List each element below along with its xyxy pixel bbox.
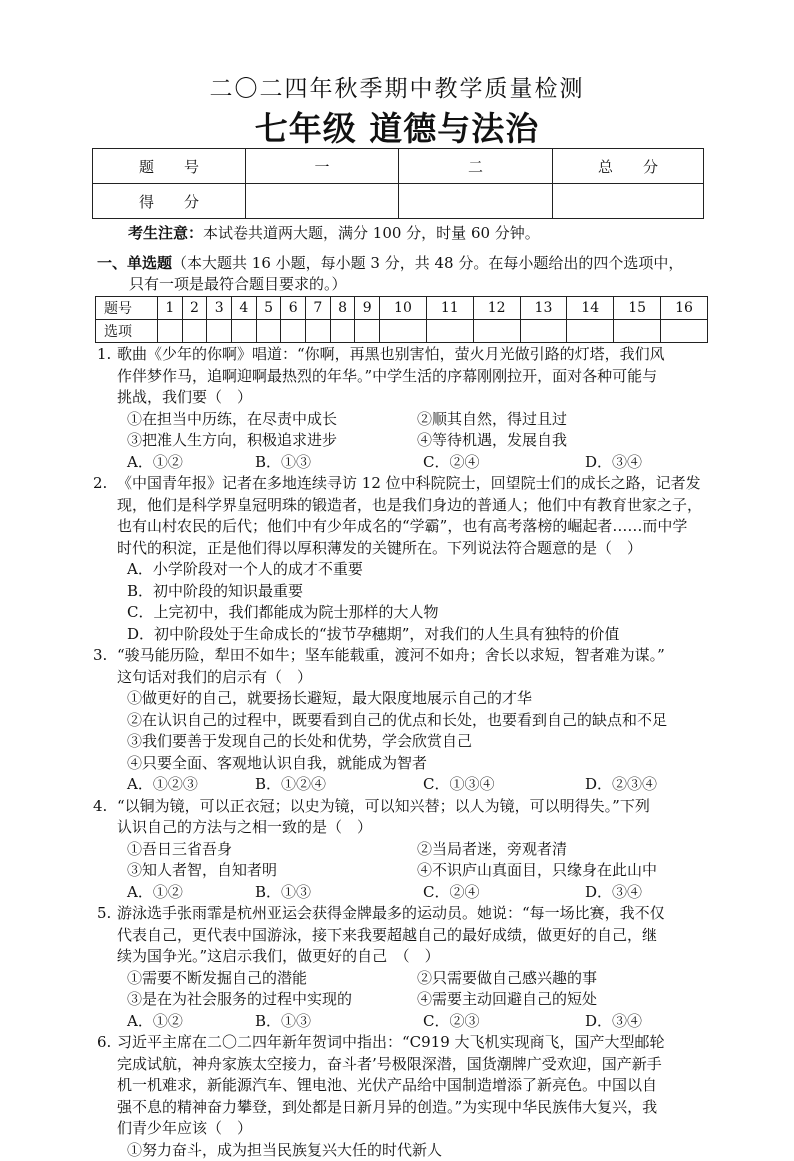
question-stem-text: 作伴梦作马，追啊迎啊最热烈的年华。”中学生活的序幕刚刚拉开，面对各种可能与 bbox=[117, 367, 657, 385]
statement-option: ②当局者迷，旁观者清 bbox=[417, 839, 567, 861]
question-stem-line bbox=[117, 344, 712, 366]
exam-title: 二〇二四年秋季期中教学质量检测 bbox=[0, 74, 794, 104]
statement-option: ③知人者智，自知者明 bbox=[127, 860, 417, 882]
choice-option: C．②④ bbox=[423, 452, 585, 474]
statement-row bbox=[117, 860, 712, 882]
question-stem-text: 强不息的精神奋力攀登，到处都是日新月异的创造。”为实现中华民族伟大复兴，我 bbox=[117, 1098, 657, 1116]
question-stem-text: 这句话对我们的启示有（ ） bbox=[117, 668, 312, 686]
score-table bbox=[92, 148, 704, 219]
statement-row bbox=[117, 409, 712, 431]
answer-option-cell bbox=[207, 320, 232, 343]
answer-number-cell: 15 bbox=[614, 297, 661, 320]
statement-row bbox=[117, 839, 712, 861]
choice-option: B．①③ bbox=[255, 1011, 423, 1033]
question-stem-text: 挑战，我们要（ ） bbox=[117, 388, 252, 406]
statement-row bbox=[117, 430, 712, 452]
score-cell: 二 bbox=[399, 149, 553, 184]
question-stem-text: 续为国争光。”这启示我们，做更好的自己 （ ） bbox=[117, 947, 440, 965]
statement-option: ①在担当中历练，在尽责中成长 bbox=[127, 409, 417, 431]
choice-option: A．①②③ bbox=[127, 774, 255, 796]
answer-number-cell: 4 bbox=[232, 297, 257, 320]
choice-option: D．③④ bbox=[585, 452, 642, 474]
question-stem-text: 也有山村农民的后代；他们中有少年成名的“学霸”，也有高考落榜的崛起者……而中学 bbox=[117, 517, 687, 535]
question-stem-text: 代表自己，更代表中国游泳，接下来我要超越自己的最好成绩，做更好的自己，继 bbox=[117, 926, 657, 944]
question-stem-line bbox=[117, 667, 712, 689]
answer-number-cell: 6 bbox=[281, 297, 306, 320]
question-stem-line bbox=[117, 817, 712, 839]
question-stem-text: 习近平主席在二〇二四年新年贺词中指出：“C919 大飞机实现商飞，国产大型邮轮 bbox=[117, 1033, 665, 1051]
answer-number-cell: 9 bbox=[355, 297, 380, 320]
answer-option-cell bbox=[306, 320, 331, 343]
score-cell: 得 分 bbox=[93, 184, 246, 219]
question-stem-line bbox=[117, 366, 712, 388]
statement-option: ①吾日三省吾身 bbox=[127, 839, 417, 861]
answer-table bbox=[95, 296, 708, 343]
choice-option: B．①③ bbox=[255, 452, 423, 474]
answer-option-cell bbox=[232, 320, 257, 343]
option-line: ②在认识自己的过程中，既要看到自己的优点和长处，也要看到自己的缺点和不足 bbox=[117, 710, 712, 732]
answer-number-cell: 13 bbox=[520, 297, 567, 320]
question-item bbox=[117, 796, 712, 904]
question-number: 3. bbox=[93, 645, 107, 667]
option-line: ①努力奋斗，成为担当民族复兴大任的时代新人 bbox=[117, 1140, 712, 1161]
answer-option-cell bbox=[614, 320, 661, 343]
question-item bbox=[117, 473, 712, 645]
answer-label-num: 题号 bbox=[96, 297, 158, 320]
question-item bbox=[117, 1032, 712, 1161]
answer-number-cell: 10 bbox=[380, 297, 427, 320]
question-stem-text: 歌曲《少年的你啊》唱道：“你啊，再黑也别害怕，萤火月光做引路的灯塔，我们风 bbox=[117, 345, 665, 363]
option-line: C．上完初中，我们都能成为院士那样的大人物 bbox=[117, 602, 712, 624]
question-number: 1. bbox=[97, 344, 111, 366]
choice-row bbox=[117, 452, 712, 474]
statement-option: ③把准人生方向，积极追求进步 bbox=[127, 430, 417, 452]
statement-option: ①需要不断发掘自己的潜能 bbox=[127, 968, 417, 990]
answer-number-cell: 5 bbox=[256, 297, 281, 320]
choice-option: A．①② bbox=[127, 1011, 255, 1033]
question-item bbox=[117, 903, 712, 1032]
section-desc: （本大题共 16 小题，每小题 3 分，共 48 分。在每小题给出的四个选项中， bbox=[172, 254, 683, 272]
answer-table-row-options bbox=[96, 320, 708, 343]
answer-option-cell bbox=[661, 320, 708, 343]
option-line: A．小学阶段对一个人的成才不重要 bbox=[117, 559, 712, 581]
question-stem-line bbox=[117, 946, 712, 968]
question-stem-text: 游泳选手张雨霏是杭州亚运会获得金牌最多的运动员。她说：“每一场比赛，我不仅 bbox=[117, 904, 665, 922]
score-table-row-score bbox=[93, 184, 704, 219]
answer-number-cell: 11 bbox=[426, 297, 473, 320]
choice-row bbox=[117, 1011, 712, 1033]
question-stem-line bbox=[117, 1075, 712, 1097]
question-stem-line bbox=[117, 645, 712, 667]
choice-option: A．①② bbox=[127, 452, 255, 474]
choice-option: D．②③④ bbox=[585, 774, 657, 796]
exam-subject: 七年级 道德与法治 bbox=[0, 108, 794, 150]
score-cell: 总 分 bbox=[553, 149, 704, 184]
question-stem-text: 现，他们是科学界皇冠明珠的锻造者，也是我们身边的普通人；他们中有教育世家之子， bbox=[117, 496, 702, 514]
question-stem-text: 机一机难求，新能源汽车、锂电池、光伏产品给中国制造增添了新亮色。中国以自 bbox=[117, 1076, 657, 1094]
question-number: 4. bbox=[93, 796, 107, 818]
question-number: 2. bbox=[93, 473, 107, 495]
answer-number-cell: 3 bbox=[207, 297, 232, 320]
answer-option-cell bbox=[330, 320, 355, 343]
answer-option-cell bbox=[426, 320, 473, 343]
notice-label: 考生注意： bbox=[128, 224, 203, 242]
statement-option: ③是在为社会服务的过程中实现的 bbox=[127, 989, 417, 1011]
choice-row bbox=[117, 882, 712, 904]
question-number: 6. bbox=[97, 1032, 111, 1054]
question-stem-text: “骏马能历险，犁田不如牛；坚车能载重，渡河不如舟；舍长以求短，智者难为谋。” bbox=[117, 646, 665, 664]
answer-option-cell bbox=[380, 320, 427, 343]
answer-number-cell: 16 bbox=[661, 297, 708, 320]
question-stem-line bbox=[117, 516, 712, 538]
answer-number-cell: 7 bbox=[306, 297, 331, 320]
answer-number-cell: 8 bbox=[330, 297, 355, 320]
choice-option: B．①②④ bbox=[255, 774, 423, 796]
choice-option: D．③④ bbox=[585, 1011, 642, 1033]
question-list bbox=[117, 344, 712, 1161]
option-line: ④只要全面、客观地认识自我，就能成为智者 bbox=[117, 753, 712, 775]
score-entry-cell bbox=[246, 184, 399, 219]
answer-option-cell bbox=[182, 320, 207, 343]
notice-text: 本试卷共道两大题，满分 100 分，时量 60 分钟。 bbox=[203, 224, 540, 242]
score-entry-cell bbox=[553, 184, 704, 219]
score-entry-cell bbox=[399, 184, 553, 219]
question-stem-text: “以铜为镜，可以正衣冠；以史为镜，可以知兴替；以人为镜，可以明得失。”下列 bbox=[117, 797, 650, 815]
section-heading bbox=[97, 253, 707, 295]
answer-number-cell: 12 bbox=[473, 297, 520, 320]
question-stem-line bbox=[117, 387, 712, 409]
choice-row bbox=[117, 774, 712, 796]
answer-option-cell bbox=[473, 320, 520, 343]
answer-option-cell bbox=[158, 320, 183, 343]
section-title: 一、单选题 bbox=[97, 254, 172, 272]
answer-option-cell bbox=[520, 320, 567, 343]
question-item bbox=[117, 344, 712, 473]
score-table-row-header bbox=[93, 149, 704, 184]
answer-option-cell bbox=[355, 320, 380, 343]
choice-option: B．①③ bbox=[255, 882, 423, 904]
choice-option: C．①③④ bbox=[423, 774, 585, 796]
choice-option: A．①② bbox=[127, 882, 255, 904]
answer-label-opt: 选项 bbox=[96, 320, 158, 343]
question-stem-line bbox=[117, 1097, 712, 1119]
statement-option: ④等待机遇，发展自我 bbox=[417, 430, 567, 452]
statement-option: ②只需要做自己感兴趣的事 bbox=[417, 968, 597, 990]
option-line: D．初中阶段处于生命成长的“拔节孕穗期”，对我们的人生具有独特的价值 bbox=[117, 624, 712, 646]
question-stem-text: 认识自己的方法与之相一致的是（ ） bbox=[117, 818, 372, 836]
section-desc-cont: 只有一项是最符合题目要求的。） bbox=[97, 274, 707, 295]
question-stem-line bbox=[117, 1118, 712, 1140]
answer-number-cell: 14 bbox=[567, 297, 614, 320]
question-stem-line bbox=[117, 903, 712, 925]
answer-option-cell bbox=[256, 320, 281, 343]
question-stem-text: 完成试航，神舟家族太空接力，奋斗者’号极限深潜，国货潮牌广受欢迎，国产新手 bbox=[117, 1055, 662, 1073]
answer-option-cell bbox=[281, 320, 306, 343]
answer-number-cell: 1 bbox=[158, 297, 183, 320]
score-cell: 题 号 bbox=[93, 149, 246, 184]
question-number: 5. bbox=[97, 903, 111, 925]
statement-option: ④不识庐山真面目，只缘身在此山中 bbox=[417, 860, 657, 882]
question-stem-line bbox=[117, 796, 712, 818]
question-stem-line bbox=[117, 473, 712, 495]
question-stem-text: 时代的积淀，正是他们得以厚积薄发的关键所在。下列说法符合题意的是（ ） bbox=[117, 539, 642, 557]
score-cell: 一 bbox=[246, 149, 399, 184]
exam-notice bbox=[128, 222, 540, 244]
choice-option: C．②③ bbox=[423, 1011, 585, 1033]
statement-option: ④需要主动回避自己的短处 bbox=[417, 989, 597, 1011]
statement-row bbox=[117, 968, 712, 990]
question-stem-line bbox=[117, 1054, 712, 1076]
question-stem-text: 《中国青年报》记者在多地连续寻访 12 位中科院院士，回望院士们的成长之路，记者发 bbox=[117, 474, 701, 492]
option-line: ①做更好的自己，就要扬长避短，最大限度地展示自己的才华 bbox=[117, 688, 712, 710]
option-line: B．初中阶段的知识最重要 bbox=[117, 581, 712, 603]
answer-table-row-numbers bbox=[96, 297, 708, 320]
question-item bbox=[117, 645, 712, 796]
question-stem-line bbox=[117, 1032, 712, 1054]
answer-number-cell: 2 bbox=[182, 297, 207, 320]
answer-option-cell bbox=[567, 320, 614, 343]
question-stem-text: 们青少年应该（ ） bbox=[117, 1119, 252, 1137]
choice-option: D．③④ bbox=[585, 882, 642, 904]
question-stem-line bbox=[117, 925, 712, 947]
statement-row bbox=[117, 989, 712, 1011]
choice-option: C．②④ bbox=[423, 882, 585, 904]
option-line: ③我们要善于发现自己的长处和优势，学会欣赏自己 bbox=[117, 731, 712, 753]
question-stem-line bbox=[117, 538, 712, 560]
statement-option: ②顺其自然，得过且过 bbox=[417, 409, 567, 431]
question-stem-line bbox=[117, 495, 712, 517]
